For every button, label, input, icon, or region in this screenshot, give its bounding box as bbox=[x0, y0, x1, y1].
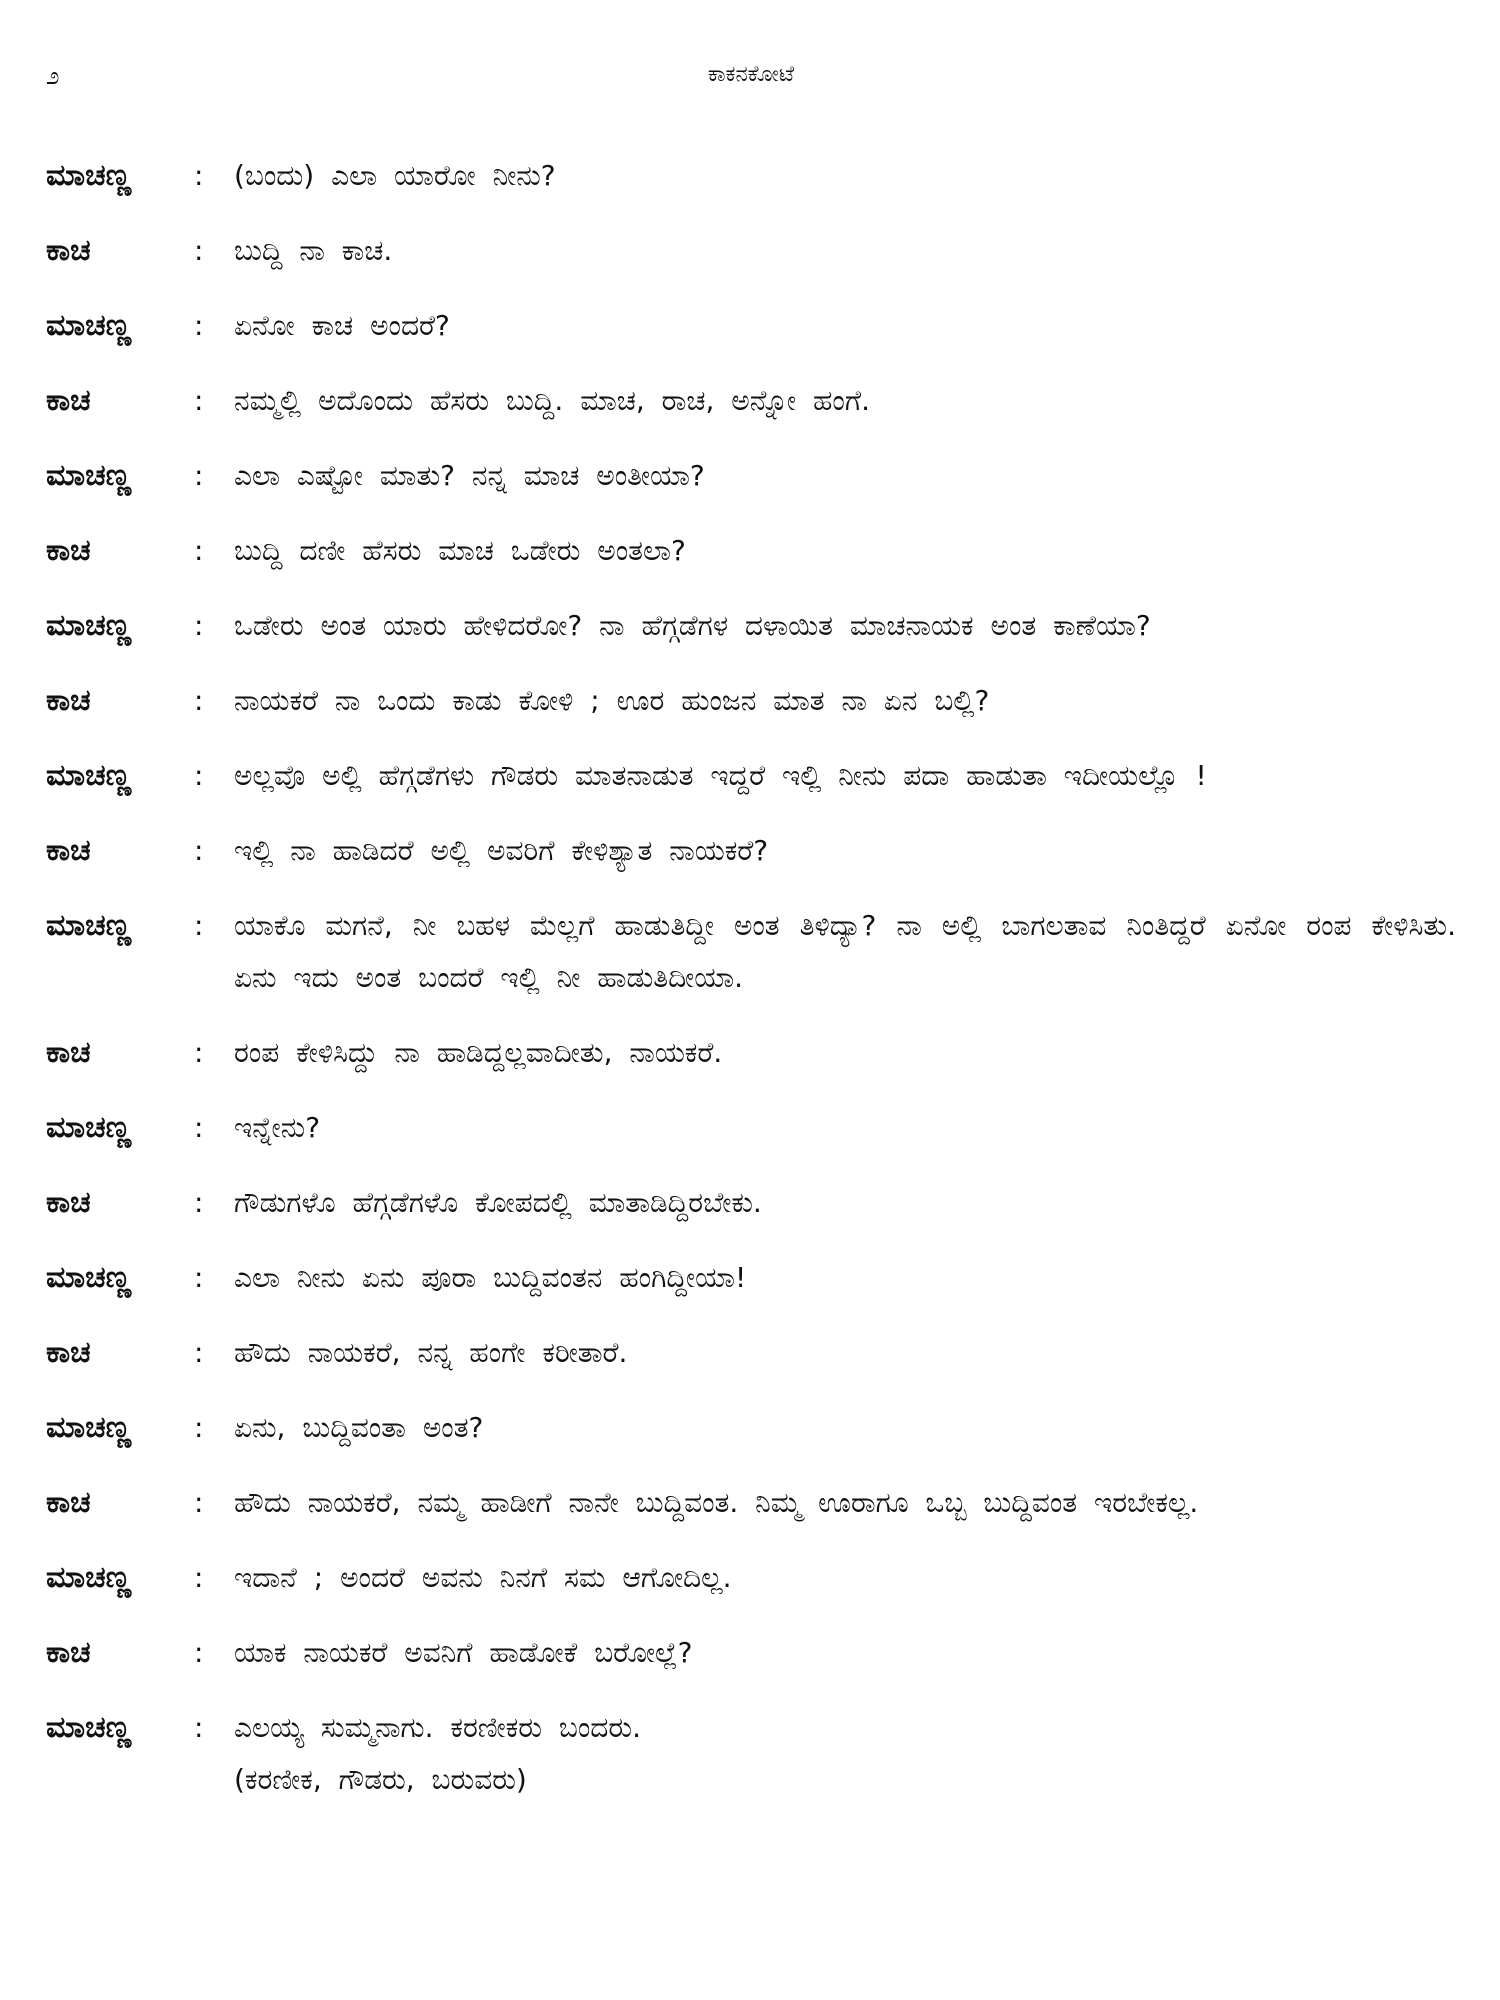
speech-line: ಎಲಯ್ಯ ಸುಮ್ಮನಾಗು. ಕರಣೀಕರು ಬಂದರು. bbox=[234, 1711, 641, 1744]
speaker-separator: : bbox=[194, 1561, 204, 1594]
speaker-separator: : bbox=[194, 384, 204, 417]
dialogue-line bbox=[46, 1327, 1456, 1379]
speech-text bbox=[234, 450, 1456, 502]
speech-line: ನಮ್ಮಲ್ಲಿ ಅದೊಂದು ಹೆಸರು ಬುದ್ದಿ. ಮಾಚ, ರಾಚ, ಅನ್ನೋ ಹಂಗೆ. bbox=[234, 384, 870, 417]
speech-line: ಬುದ್ದಿ ದಣೀ ಹೆಸರು ಮಾಚ ಒಡೇರು ಅಂತಲಾ? bbox=[234, 534, 686, 567]
speaker-separator: : bbox=[194, 1261, 204, 1294]
speaker-name: ಕಾಚ bbox=[46, 1335, 91, 1370]
speaker-separator: : bbox=[194, 1711, 204, 1744]
dialogue-line bbox=[46, 375, 1456, 427]
speaker-separator: : bbox=[194, 1336, 204, 1369]
speech-text bbox=[234, 825, 1456, 877]
speaker-name: ಮಾಚಣ್ಣ bbox=[46, 1110, 132, 1145]
speech-text bbox=[234, 675, 1456, 727]
speech-line: ಇನ್ನೇನು? bbox=[234, 1111, 321, 1144]
speech-line: ಹೌದು ನಾಯಕರೆ, ನಮ್ಮ ಹಾಡೀಗೆ ನಾನೇ ಬುದ್ದಿವಂತ. ನಿಮ್ಮ ಊರಾಗೂ ಒಬ್ಬ ಬುದ್ದಿವಂತ ಇರಬೇಕಲ್ಲ. bbox=[234, 1486, 1199, 1519]
speaker-name: ಮಾಚಣ್ಣ bbox=[46, 458, 132, 493]
dialogue-line bbox=[46, 150, 1456, 202]
dialogue-line bbox=[46, 1702, 1456, 1806]
speech-text bbox=[234, 1552, 1456, 1604]
speaker-name: ಕಾಚ bbox=[46, 233, 91, 268]
speaker-name: ಮಾಚಣ್ಣ bbox=[46, 1410, 132, 1445]
running-head bbox=[46, 62, 1456, 102]
speech-line: ಒಡೇರು ಅಂತ ಯಾರು ಹೇಳಿದರೋ? ನಾ ಹೆಗ್ಗಡೆಗಳ ದಳಾಯಿತ ಮಾಚನಾಯಕ ಅಂತ ಕಾಣೆಯಾ? bbox=[234, 609, 1151, 642]
dialogue-line bbox=[46, 1402, 1456, 1454]
dialogue-line bbox=[46, 450, 1456, 502]
speaker-name: ಕಾಚ bbox=[46, 683, 91, 718]
running-title: ಕಾಕನಕೋಟೆ bbox=[707, 62, 795, 87]
dialogue-line bbox=[46, 1552, 1456, 1604]
dialogue-line bbox=[46, 300, 1456, 352]
speech-text bbox=[234, 1402, 1456, 1454]
speech-line: ನಾಯಕರೆ ನಾ ಒಂದು ಕಾಡು ಕೋಳಿ ; ಊರ ಹುಂಜನ ಮಾತ ನಾ ಏನ ಬಲ್ಲಿ? bbox=[234, 684, 990, 717]
speaker-name: ಮಾಚಣ್ಣ bbox=[46, 1260, 132, 1295]
speaker-separator: : bbox=[194, 1111, 204, 1144]
speaker-separator: : bbox=[194, 459, 204, 492]
dialogue-line bbox=[46, 1252, 1456, 1304]
speech-text bbox=[234, 1177, 1456, 1229]
speaker-name: ಕಾಚ bbox=[46, 1635, 91, 1670]
speaker-name: ಮಾಚಣ್ಣ bbox=[46, 908, 132, 943]
dialogue-line bbox=[46, 1027, 1456, 1079]
speech-line: ಯಾಕ ನಾಯಕರೆ ಅವನಿಗೆ ಹಾಡೋಕೆ ಬರೋಲ್ಲೆ? bbox=[234, 1636, 693, 1669]
speaker-separator: : bbox=[194, 1036, 204, 1069]
dialogue-line bbox=[46, 225, 1456, 277]
speech-text bbox=[234, 375, 1456, 427]
stage-direction: (ಕರಣೀಕ, ಗೌಡರು, ಬರುವರು) bbox=[234, 1763, 527, 1796]
dialogue-line bbox=[46, 525, 1456, 577]
speaker-separator: : bbox=[194, 759, 204, 792]
speaker-separator: : bbox=[194, 309, 204, 342]
speaker-separator: : bbox=[194, 609, 204, 642]
dialogue-body bbox=[46, 150, 1456, 1829]
speech-text bbox=[234, 525, 1456, 577]
dialogue-line bbox=[46, 675, 1456, 727]
speaker-name: ಮಾಚಣ್ಣ bbox=[46, 758, 132, 793]
speaker-name: ಕಾಚ bbox=[46, 1035, 91, 1070]
speech-line: ಇದಾನೆ ; ಅಂದರೆ ಅವನು ನಿನಗೆ ಸಮ ಆಗೋದಿಲ್ಲ. bbox=[234, 1561, 732, 1594]
speech-line: ಅಲ್ಲವೊ ಅಲ್ಲಿ ಹೆಗ್ಗಡೆಗಳು ಗೌಡರು ಮಾತನಾಡುತ ಇದ್ದರೆ ಇಲ್ಲಿ ನೀನು ಪದಾ ಹಾಡುತಾ ಇದೀಯಲ್ಲೊ ! bbox=[234, 759, 1207, 792]
speech-text bbox=[234, 1027, 1456, 1079]
speaker-name: ಕಾಚ bbox=[46, 383, 91, 418]
dialogue-line bbox=[46, 600, 1456, 652]
dialogue-line bbox=[46, 825, 1456, 877]
dialogue-line bbox=[46, 1102, 1456, 1154]
speech-text bbox=[234, 1702, 1456, 1806]
speech-line: (ಬಂದು) ಎಲಾ ಯಾರೋ ನೀನು? bbox=[234, 159, 556, 192]
speech-line: ರಂಪ ಕೇಳಿಸಿದ್ದು ನಾ ಹಾಡಿದ್ದಲ್ಲವಾದೀತು, ನಾಯಕರೆ. bbox=[234, 1036, 723, 1069]
speaker-name: ಕಾಚ bbox=[46, 833, 91, 868]
speaker-separator: : bbox=[194, 834, 204, 867]
speaker-name: ಮಾಚಣ್ಣ bbox=[46, 1560, 132, 1595]
speech-line: ಹೌದು ನಾಯಕರೆ, ನನ್ನ ಹಂಗೇ ಕರೀತಾರೆ. bbox=[234, 1336, 628, 1369]
speech-text bbox=[234, 1627, 1456, 1679]
speech-text bbox=[234, 600, 1456, 652]
speaker-name: ಮಾಚಣ್ಣ bbox=[46, 1710, 132, 1745]
speaker-name: ಮಾಚಣ್ಣ bbox=[46, 158, 132, 193]
dialogue-line bbox=[46, 1627, 1456, 1679]
speech-line: ಏನು, ಬುದ್ದಿವಂತಾ ಅಂತ? bbox=[234, 1411, 484, 1444]
speaker-separator: : bbox=[194, 1636, 204, 1669]
speaker-separator: : bbox=[194, 159, 204, 192]
speech-text bbox=[234, 1327, 1456, 1379]
speech-line: ಬುದ್ದಿ ನಾ ಕಾಚ. bbox=[234, 234, 393, 267]
speech-text bbox=[234, 300, 1456, 352]
dialogue-line bbox=[46, 900, 1456, 1004]
speech-text bbox=[234, 150, 1456, 202]
speech-text bbox=[234, 750, 1456, 802]
speech-line: ಗೌಡುಗಳೊ ಹೆಗ್ಗಡೆಗಳೊ ಕೋಪದಲ್ಲಿ ಮಾತಾಡಿದ್ದಿರಬೇಕು. bbox=[234, 1186, 762, 1219]
speaker-separator: : bbox=[194, 1411, 204, 1444]
speaker-separator: : bbox=[194, 909, 204, 942]
dialogue-line bbox=[46, 1477, 1456, 1529]
speech-line: ಯಾಕೊ ಮಗನೆ, ನೀ ಬಹಳ ಮೆಲ್ಲಗೆ ಹಾಡುತಿದ್ದೀ ಅಂತ ತಿಳಿದ್ಯಾ? ನಾ ಅಲ್ಲಿ ಬಾಗಲತಾವ ನಿಂತಿದ್ದರೆ ಏನೋ ರಂಪ ಕೇಳಿಸಿತು. ಏನು ಇದು ಅಂತ ಬಂದರೆ ಇಲ್ಲಿ ನೀ ಹಾಡುತಿದೀಯಾ. bbox=[234, 909, 1456, 994]
speech-line: ಏನೋ ಕಾಚ ಅಂದರೆ? bbox=[234, 309, 450, 342]
speaker-separator: : bbox=[194, 1186, 204, 1219]
speaker-name: ಮಾಚಣ್ಣ bbox=[46, 608, 132, 643]
speaker-separator: : bbox=[194, 534, 204, 567]
dialogue-line bbox=[46, 1177, 1456, 1229]
speaker-name: ಕಾಚ bbox=[46, 1185, 91, 1220]
speech-line: ಎಲಾ ನೀನು ಏನು ಪೂರಾ ಬುದ್ದಿವಂತನ ಹಂಗಿದ್ದೀಯಾ! bbox=[234, 1261, 747, 1294]
speech-line: ಎಲಾ ಎಷ್ಟೋ ಮಾತು? ನನ್ನ ಮಾಚ ಅಂತೀಯಾ? bbox=[234, 459, 705, 492]
speaker-name: ಮಾಚಣ್ಣ bbox=[46, 308, 132, 343]
speech-text bbox=[234, 1252, 1456, 1304]
page-number: ೨ bbox=[46, 62, 60, 90]
speech-text bbox=[234, 1102, 1456, 1154]
dialogue-line bbox=[46, 750, 1456, 802]
speaker-name: ಕಾಚ bbox=[46, 533, 91, 568]
speaker-name: ಕಾಚ bbox=[46, 1485, 91, 1520]
speech-line: ಇಲ್ಲಿ ನಾ ಹಾಡಿದರೆ ಅಲ್ಲಿ ಅವರಿಗೆ ಕೇಳಿಶ್ಯಾತ ನಾಯಕರೆ? bbox=[234, 834, 769, 867]
speaker-separator: : bbox=[194, 684, 204, 717]
speaker-separator: : bbox=[194, 1486, 204, 1519]
speaker-separator: : bbox=[194, 234, 204, 267]
speech-text bbox=[234, 225, 1456, 277]
speech-text bbox=[234, 1477, 1456, 1529]
speech-text bbox=[234, 900, 1456, 1004]
